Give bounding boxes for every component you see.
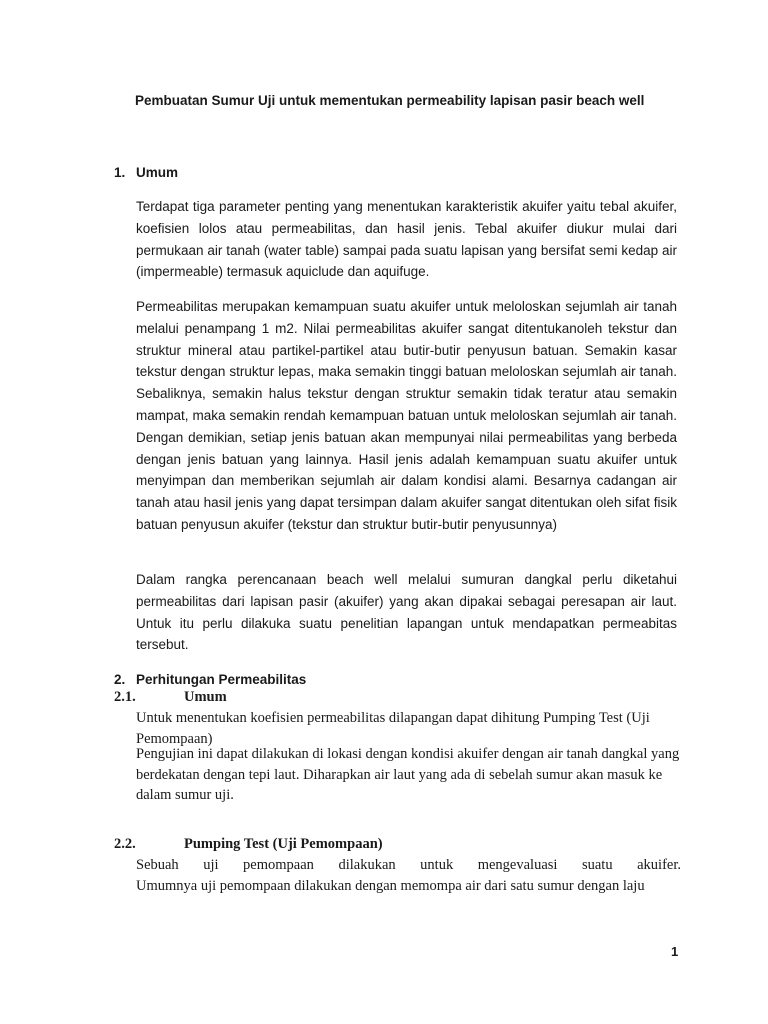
subsection-2-1-title: Umum <box>184 689 227 705</box>
section-2-heading <box>114 672 306 687</box>
section-2-title: Perhitungan Permeabilitas <box>136 672 307 687</box>
subsection-2-2-number: 2.2. <box>114 836 136 852</box>
subsection-2-2-heading <box>114 836 383 853</box>
section-2-number: 2. <box>114 672 126 687</box>
subsection-2-2-line-2: Umumnya uji pemompaan dilakukan dengan memompa air dari satu sumur dengan laju <box>136 878 645 894</box>
document-title: Pembuatan Sumur Uji untuk mementukan permeability lapisan pasir beach well <box>135 93 645 108</box>
section-1-title: Umum <box>136 165 179 180</box>
subsection-2-1-heading <box>114 689 227 706</box>
section-1-paragraph-2: Permeabilitas merupakan kemampuan suatu akuifer untuk meloloskan sejumlah air tanah melalui penampang 1 m2. Nilai permeabilitas akuifer sangat ditentukanoleh tekstur dan struktur mineral atau partikel-partikel atau butir-butir penyusun batuan. Semakin kasar tekstur dengan struktur lepas, maka semakin tinggi batuan meloloskan sejumlah air tanah. Sebaliknya, semakin halus tekstur dengan struktur semakin tidak teratur atau semakin mampat, maka semakin rendah kemampuan batuan untuk meloloskan sejumlah air tanah. Dengan demikian, setiap jenis batuan akan mempunyai nilai permeabilitas yang berbeda dengan jenis batuan yang lainnya. Hasil jenis adalah kemampuan suatu akuifer untuk menyimpan dan memberikan sejumlah air dalam kondisi alami. Besarnya cadangan air tanah atau hasil jenis yang dapat tersimpan dalam akuifer sangat ditentukan oleh sifat fisik batuan penyusun akuifer (tekstur dan struktur butir-butir penyusunnya) <box>136 299 677 532</box>
subsection-2-2-line-1: Sebuah uji pemompaan dilakukan untuk mengevaluasi suatu akuifer. <box>136 857 681 873</box>
section-1-heading <box>114 165 178 180</box>
subsection-2-1-paragraph-2: Pengujian ini dapat dilakukan di lokasi dengan kondisi akuifer dengan air tanah dangkal yang berdekatan dengan tepi laut. Diharapkan air laut yang ada di sebelah sumur akan masuk ke dalam sumur uji. <box>136 746 680 803</box>
section-1-paragraph-1: Terdapat tiga parameter penting yang menentukan karakteristik akuifer yaitu tebal akuifer, koefisien lolos atau permeabilitas, dan hasil jenis. Tebal akuifer diukur mulai dari permukaan air tanah (water table) sampai pada suatu lapisan yang bersifat semi kedap air (impermeable) termasuk aquiclude dan aquifuge. <box>136 199 677 280</box>
subsection-2-2-title: Pumping Test (Uji Pemompaan) <box>184 836 383 852</box>
subsection-2-1-number: 2.1. <box>114 689 136 705</box>
subsection-2-1-paragraph-1: Untuk menentukan koefisien permeabilitas dilapangan dapat dihitung Pumping Test (Uji Pemompaan) <box>136 710 650 747</box>
page-number: 1 <box>671 944 679 959</box>
section-1-paragraph-3: Dalam rangka perencanaan beach well melalui sumuran dangkal perlu diketahui permeabilitas dari lapisan pasir (akuifer) yang akan dipakai sebagai peresapan air laut. Untuk itu perlu dilakuka suatu penelitian lapangan untuk mendapatkan permeabitas tersebut. <box>136 572 677 653</box>
section-1-number: 1. <box>114 165 126 180</box>
